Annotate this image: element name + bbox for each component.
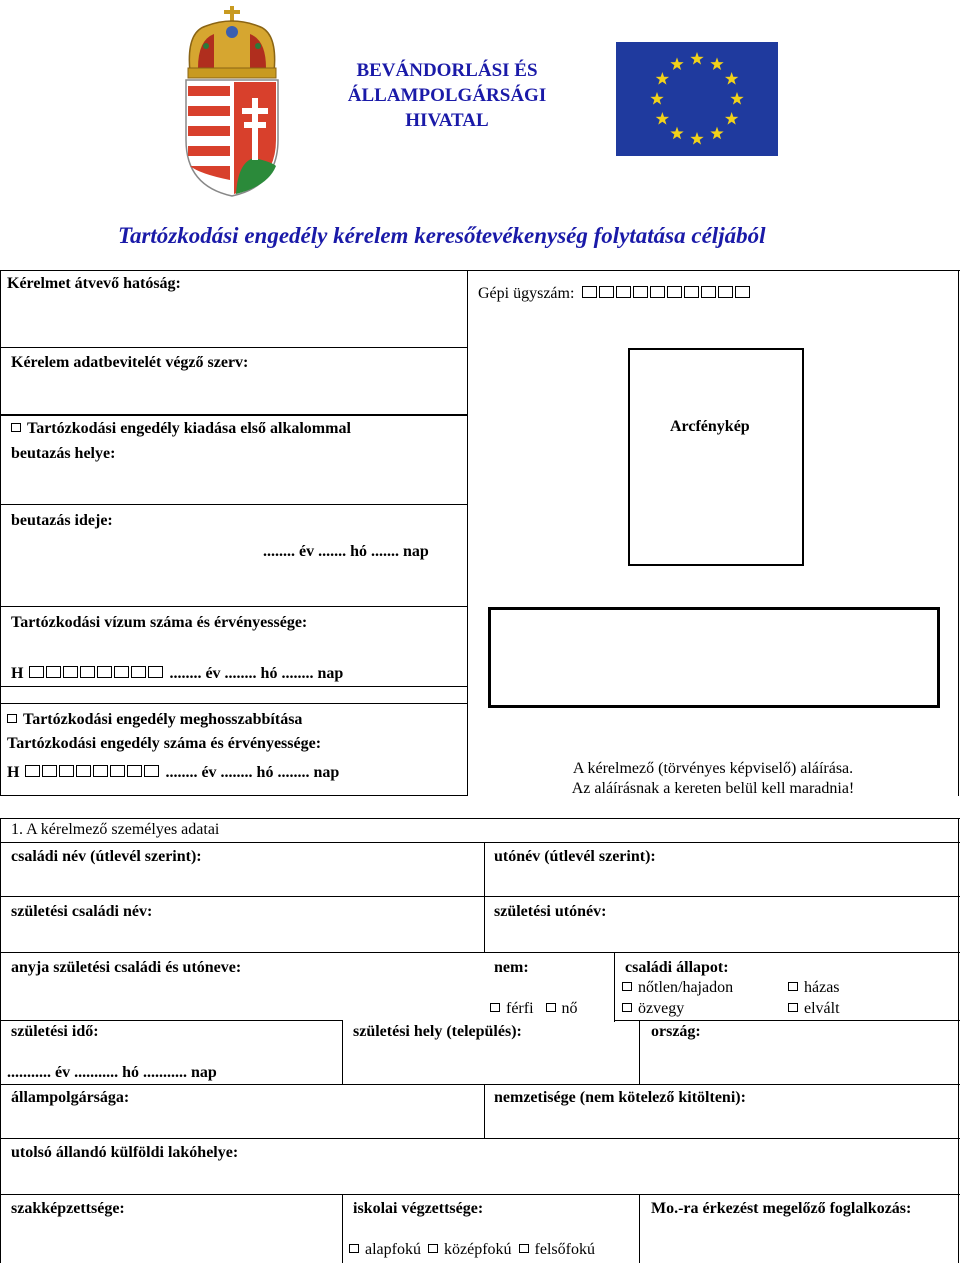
entry-place-label: beutazás helye:	[11, 445, 116, 462]
digit-box[interactable]	[97, 666, 112, 678]
form-title: Tartózkodási engedély kérelem keresőtevékenység folytatása céljából	[118, 223, 766, 248]
education-label: iskolai végzettsége:	[353, 1200, 484, 1217]
sex-options	[490, 1001, 578, 1017]
agency-line-3: HIVATAL	[405, 110, 489, 131]
digit-box[interactable]	[80, 666, 95, 678]
edu-higher-option[interactable]	[519, 1241, 595, 1258]
digit-box[interactable]	[127, 765, 142, 777]
extension-label: Tartózkodási engedély meghosszabbítása	[23, 711, 303, 728]
visa-label: Tartózkodási vízum száma és érvényessége:	[11, 614, 308, 631]
digit-box[interactable]	[114, 666, 129, 678]
digit-box[interactable]	[144, 765, 159, 777]
entry-date-format: ........ év ....... hó ....... nap	[263, 543, 429, 560]
agency-name	[320, 58, 574, 133]
marital-label: családi állapot:	[625, 959, 729, 976]
digit-box[interactable]	[93, 765, 108, 777]
education-options	[349, 1242, 595, 1258]
digit-box[interactable]	[42, 765, 57, 777]
visa-date-format: ........ év ........ hó ........ nap	[169, 665, 344, 682]
extension-option[interactable]	[7, 712, 302, 728]
case-number-label: Gépi ügyszám:	[478, 285, 575, 302]
digit-box[interactable]	[735, 286, 750, 298]
marital-single-label: nőtlen/hajadon	[638, 979, 734, 996]
permit-date-format: ........ év ........ hó ........ nap	[165, 764, 340, 781]
edu-primary-checkbox[interactable]	[349, 1244, 359, 1253]
marital-single-checkbox[interactable]	[622, 982, 632, 991]
birth-date-label: születési idő:	[11, 1023, 99, 1040]
edu-secondary-option[interactable]	[428, 1241, 512, 1258]
digit-box[interactable]	[131, 666, 146, 678]
digit-box[interactable]	[599, 286, 614, 298]
marital-single-option[interactable]	[622, 980, 733, 996]
digit-box[interactable]	[63, 666, 78, 678]
digit-box[interactable]	[29, 666, 44, 678]
marital-married-option[interactable]	[788, 980, 840, 996]
birth-place-label: születési hely (település):	[353, 1023, 522, 1040]
edu-secondary-checkbox[interactable]	[428, 1244, 438, 1253]
marital-divorced-option[interactable]	[788, 1001, 840, 1017]
sex-female-option[interactable]	[546, 1000, 578, 1017]
digit-box[interactable]	[616, 286, 631, 298]
edu-secondary-label: középfokú	[443, 1241, 512, 1258]
first-issue-checkbox[interactable]	[11, 423, 21, 432]
marital-widowed-option[interactable]	[622, 1001, 684, 1017]
agency-line-1: BEVÁNDORLÁSI ÉS	[356, 60, 538, 81]
marital-divorced-checkbox[interactable]	[788, 1003, 798, 1012]
marital-married-checkbox[interactable]	[788, 982, 798, 991]
birth-date-format: ........... év ........... hó ........... nap	[7, 1064, 217, 1081]
sex-label: nem:	[494, 959, 529, 976]
signature-line-1: A kérelmező (törvényes képviselő) aláírása.	[572, 760, 854, 777]
first-issue-option[interactable]	[11, 421, 351, 437]
qualification-label: szakképzettsége:	[11, 1200, 125, 1217]
mother-name-label: anyja születési családi és utóneve:	[11, 959, 242, 976]
permit-prefix: H	[7, 764, 20, 781]
edu-primary-option[interactable]	[349, 1241, 421, 1258]
marital-divorced-label: elvált	[804, 1000, 840, 1017]
digit-box[interactable]	[148, 666, 163, 678]
birth-family-name-label: születési családi név:	[11, 903, 153, 920]
signature-box[interactable]	[488, 607, 940, 708]
nationality-label: nemzetisége (nem kötelező kitölteni):	[494, 1089, 746, 1106]
case-number	[478, 286, 752, 302]
signature-instructions	[478, 759, 948, 799]
digit-box[interactable]	[667, 286, 682, 298]
digit-box[interactable]	[718, 286, 733, 298]
visa-prefix: H	[11, 665, 24, 682]
photo-frame	[628, 348, 804, 566]
visa-number-row	[11, 666, 343, 682]
permit-number-row	[7, 765, 339, 781]
previous-job-label: Mo.-ra érkezést megelőző foglalkozás:	[651, 1200, 912, 1217]
sex-female-checkbox[interactable]	[546, 1003, 556, 1012]
edu-primary-label: alapfokú	[365, 1241, 421, 1258]
digit-box[interactable]	[633, 286, 648, 298]
visa-number-boxes[interactable]	[29, 665, 165, 682]
digit-box[interactable]	[76, 765, 91, 777]
sex-male-label: férfi	[506, 1000, 534, 1017]
first-issue-label: Tartózkodási engedély kiadása első alkalommal	[27, 420, 351, 437]
edu-higher-checkbox[interactable]	[519, 1244, 529, 1253]
digit-box[interactable]	[582, 286, 597, 298]
entry-date-label: beutazás ideje:	[11, 512, 113, 529]
hungarian-coat-of-arms	[176, 2, 288, 198]
sex-male-option[interactable]	[490, 1000, 534, 1017]
extension-checkbox[interactable]	[7, 714, 17, 723]
digit-box[interactable]	[701, 286, 716, 298]
citizenship-label: állampolgársága:	[11, 1089, 130, 1106]
permit-number-boxes[interactable]	[25, 764, 161, 781]
sex-male-checkbox[interactable]	[490, 1003, 500, 1012]
edu-higher-label: felsőfokú	[534, 1241, 595, 1258]
digit-box[interactable]	[650, 286, 665, 298]
digit-box[interactable]	[25, 765, 40, 777]
country-label: ország:	[651, 1023, 701, 1040]
receiving-authority-label: Kérelmet átvevő hatóság:	[7, 275, 181, 292]
sex-female-label: nő	[561, 1000, 578, 1017]
photo-label: Arcfénykép	[670, 418, 750, 435]
agency-line-2: ÁLLAMPOLGÁRSÁGI	[347, 85, 547, 106]
digit-box[interactable]	[46, 666, 61, 678]
section-title: 1. A kérelmező személyes adatai	[11, 821, 220, 838]
digit-box[interactable]	[684, 286, 699, 298]
case-number-boxes[interactable]	[582, 285, 752, 302]
signature-line-2: Az aláírásnak a kereten belül kell maradnia!	[571, 780, 855, 797]
data-entry-org-label: Kérelem adatbevitelét végző szerv:	[11, 354, 249, 371]
permit-label: Tartózkodási engedély száma és érvényessége:	[7, 735, 322, 752]
marital-widowed-label: özvegy	[638, 1000, 685, 1017]
digit-box[interactable]	[59, 765, 74, 777]
marital-widowed-checkbox[interactable]	[622, 1003, 632, 1012]
given-name-label: utónév (útlevél szerint):	[494, 848, 656, 865]
family-name-label: családi név (útlevél szerint):	[11, 848, 202, 865]
digit-box[interactable]	[110, 765, 125, 777]
marital-married-label: házas	[804, 979, 840, 996]
eu-flag	[616, 42, 778, 156]
last-residence-label: utolsó állandó külföldi lakóhelye:	[11, 1144, 239, 1161]
birth-given-name-label: születési utónév:	[494, 903, 607, 920]
